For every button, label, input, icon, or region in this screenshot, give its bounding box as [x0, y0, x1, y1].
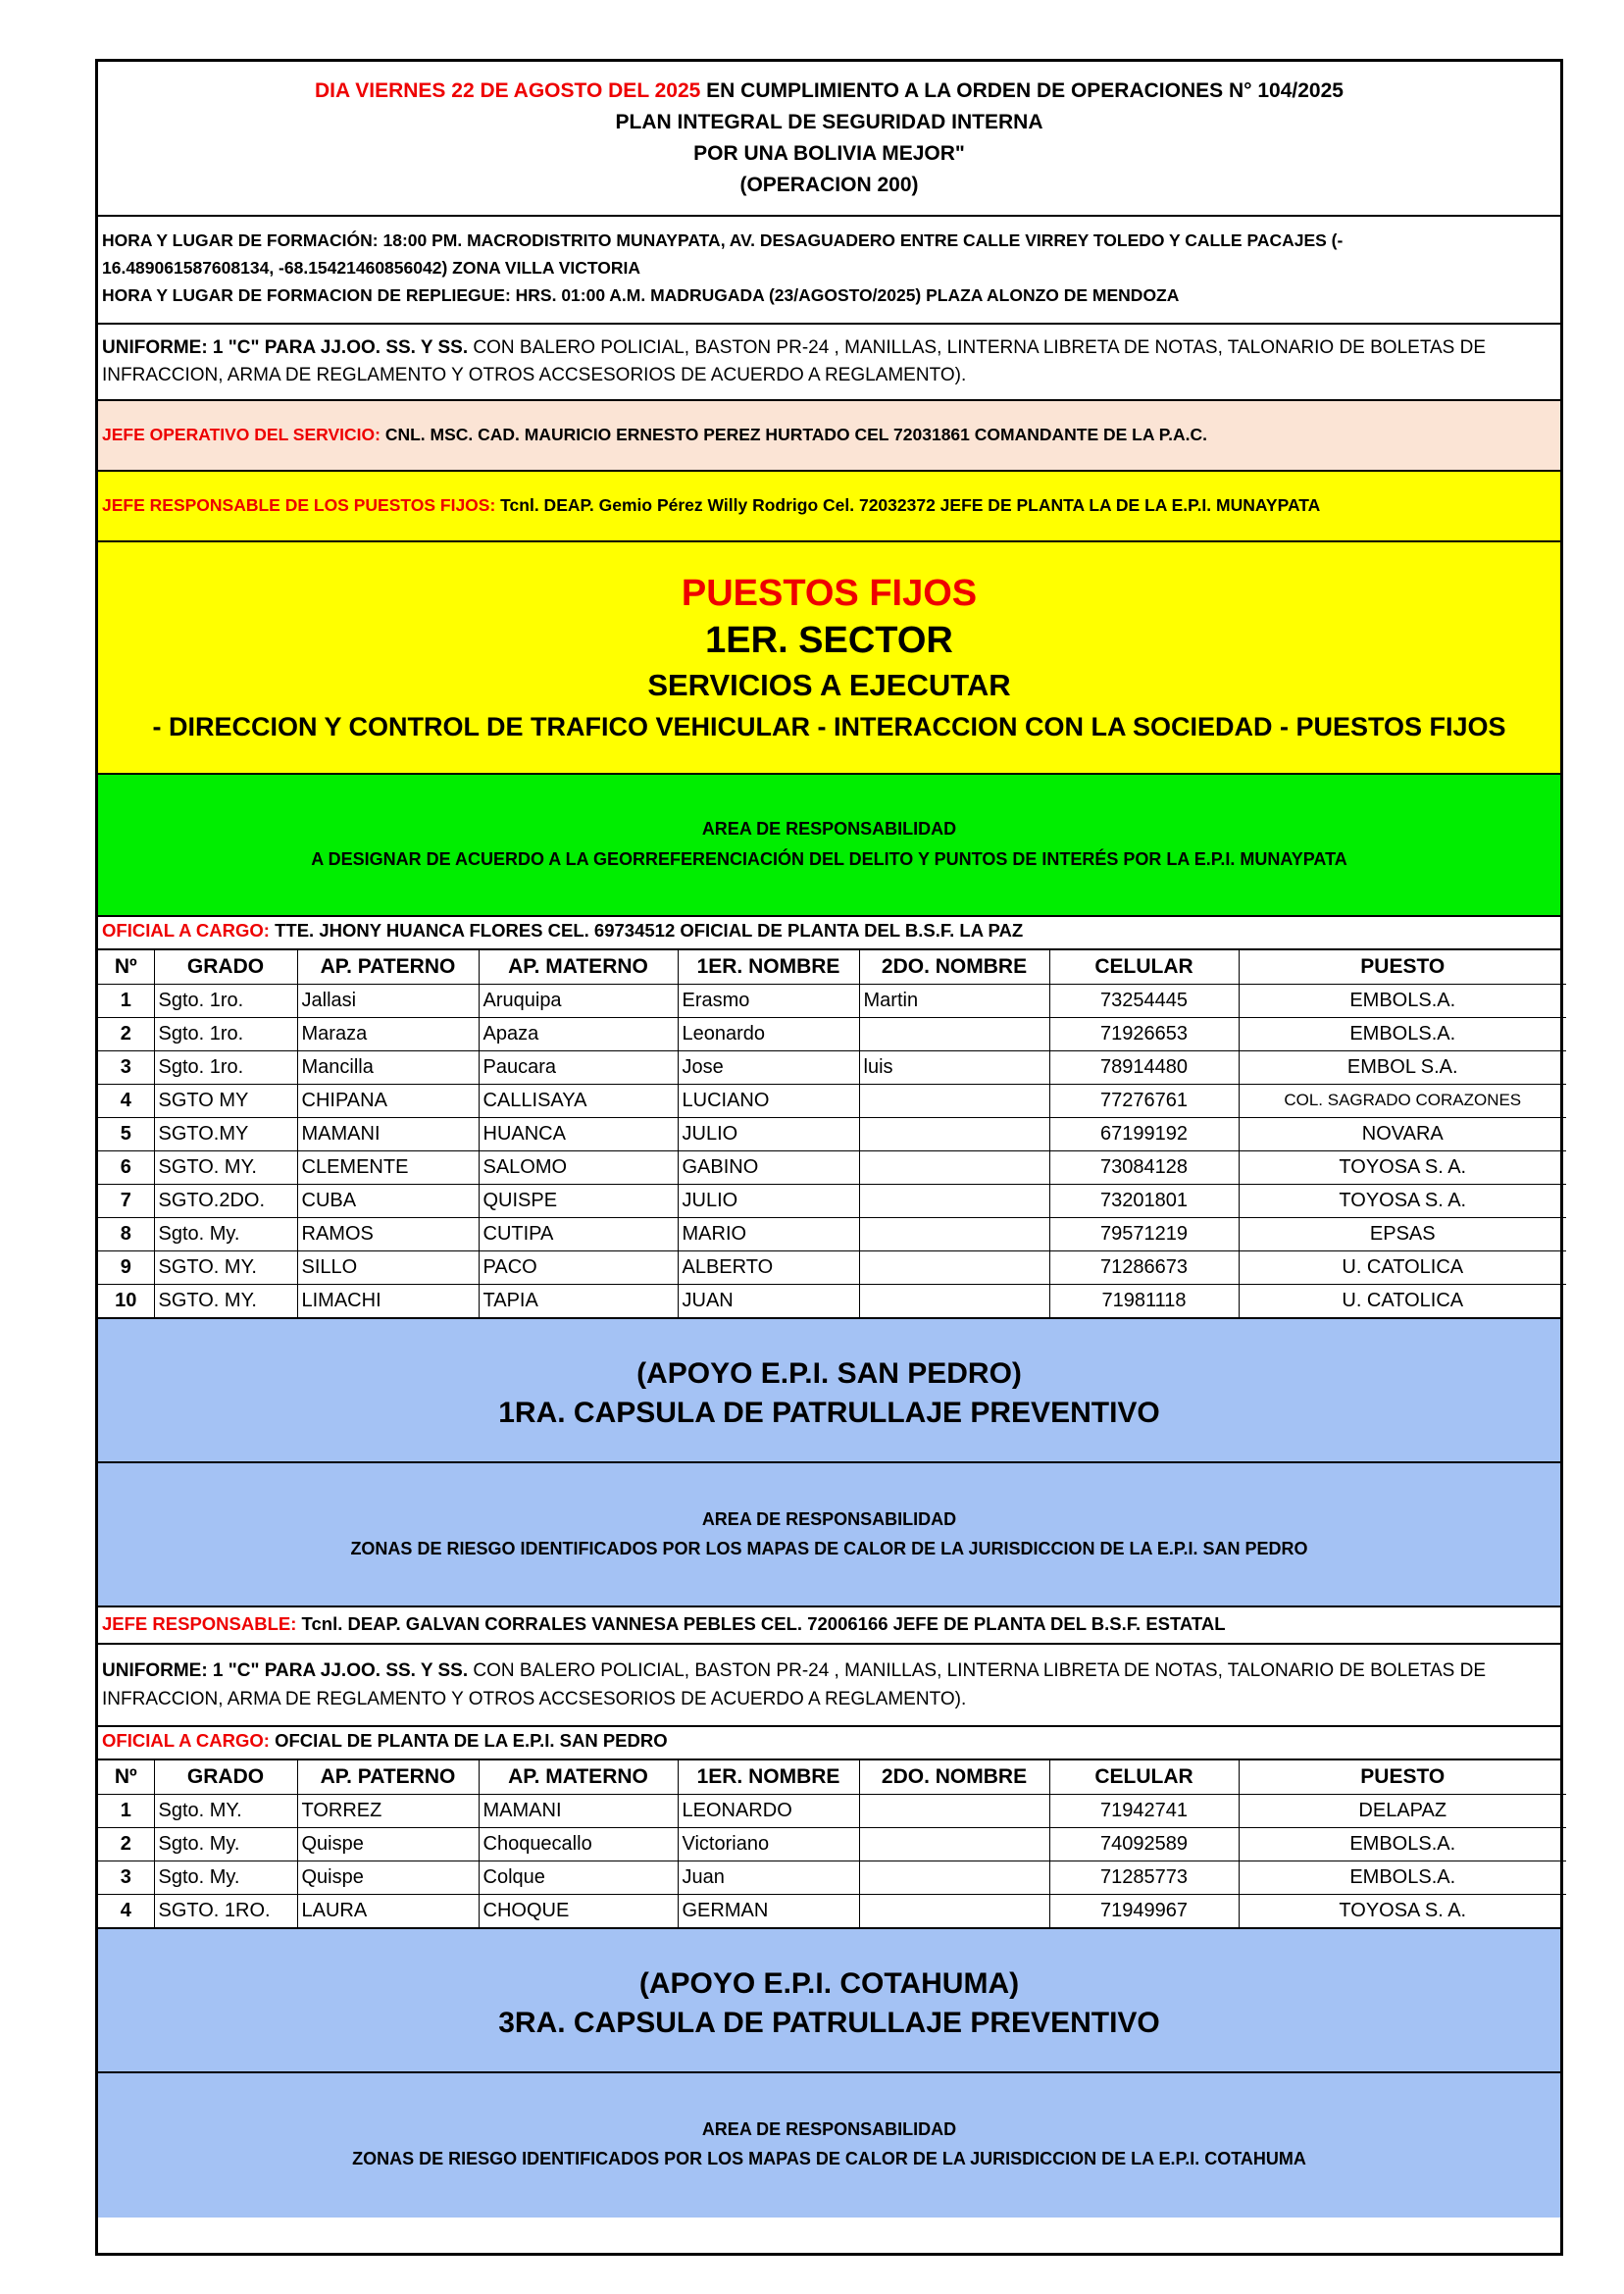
support-1-line-2: 1RA. CAPSULA DE PATRULLAJE PREVENTIVO	[498, 1397, 1160, 1429]
cell-row-number: 1	[98, 1794, 154, 1827]
cell-post: TOYOSA S. A.	[1239, 1150, 1566, 1184]
cell-row-number: 9	[98, 1250, 154, 1284]
cell-phone: 71949967	[1049, 1894, 1239, 1927]
cell-maternal-surname: CHOQUE	[479, 1894, 678, 1927]
header-phone: CELULAR	[1049, 950, 1239, 984]
cell-row-number: 4	[98, 1894, 154, 1927]
cell-second-name	[859, 1861, 1049, 1894]
cell-second-name	[859, 1284, 1049, 1317]
uniform-2-label: UNIFORME: 1 "C" PARA JJ.OO. SS. Y SS.	[102, 1660, 469, 1681]
cell-row-number: 1	[98, 984, 154, 1017]
officer-2-value: OFCIAL DE PLANTA DE LA E.P.I. SAN PEDRO	[269, 1730, 668, 1751]
responsibility-area-1	[98, 775, 1560, 917]
cell-row-number: 2	[98, 1017, 154, 1050]
cell-post: EPSAS	[1239, 1217, 1566, 1250]
cell-post: NOVARA	[1239, 1117, 1566, 1150]
cell-second-name	[859, 1250, 1049, 1284]
cell-paternal-surname: CUBA	[297, 1184, 479, 1217]
cell-grade: Sgto. 1ro.	[154, 1050, 297, 1084]
header-line-4: (OPERACION 200)	[739, 174, 919, 196]
table-row	[98, 1017, 1566, 1050]
header-first-name: 1ER. NOMBRE	[678, 950, 859, 984]
cell-maternal-surname: Paucara	[479, 1050, 678, 1084]
cell-first-name: Erasmo	[678, 984, 859, 1017]
table-row	[98, 1184, 1566, 1217]
cell-paternal-surname: Quispe	[297, 1861, 479, 1894]
cell-post: COL. SAGRADO CORAZONES	[1239, 1084, 1566, 1117]
cell-row-number: 7	[98, 1184, 154, 1217]
cell-post: TOYOSA S. A.	[1239, 1184, 1566, 1217]
cell-post: EMBOLS.A.	[1239, 984, 1566, 1017]
officer-1-label: OFICIAL A CARGO:	[102, 920, 270, 941]
cell-grade: Sgto. My.	[154, 1827, 297, 1861]
cell-row-number: 4	[98, 1084, 154, 1117]
cell-post: TOYOSA S. A.	[1239, 1894, 1566, 1927]
cell-grade: Sgto. My.	[154, 1217, 297, 1250]
cell-post: EMBOLS.A.	[1239, 1827, 1566, 1861]
cell-paternal-surname: LAURA	[297, 1894, 479, 1927]
fixed-posts-title: PUESTOS FIJOS	[681, 573, 978, 614]
cell-row-number: 3	[98, 1050, 154, 1084]
responsible-chief-label: JEFE RESPONSABLE:	[102, 1613, 297, 1634]
cell-grade: SGTO.MY	[154, 1117, 297, 1150]
cell-phone: 67199192	[1049, 1117, 1239, 1150]
table-row	[98, 1861, 1566, 1894]
cell-paternal-surname: TORREZ	[297, 1794, 479, 1827]
area-2-title: AREA DE RESPONSABILIDAD	[701, 1509, 957, 1529]
operations-chief	[98, 401, 1560, 472]
officer-1-value: TTE. JHONY HUANCA FLORES CEL. 69734512 OFICIAL DE PLANTA DEL B.S.F. LA PAZ	[269, 920, 1024, 941]
fixed-posts-chief-value: Tcnl. DEAP. Gemio Pérez Willy Rodrigo Cel. 72032372 JEFE DE PLANTA LA DE LA E.P.I. MUNAYPATA	[495, 495, 1321, 515]
header-phone: CELULAR	[1049, 1760, 1239, 1794]
cell-phone: 74092589	[1049, 1827, 1239, 1861]
header-post: PUESTO	[1239, 1760, 1566, 1794]
table-row	[98, 1894, 1566, 1927]
table-row	[98, 1284, 1566, 1317]
header-line-1	[98, 76, 1560, 107]
cell-first-name: JULIO	[678, 1117, 859, 1150]
uniform-text-2: INFRACCION, ARMA DE REGLAMENTO Y OTROS ACCSESORIOS DE ACUERDO A REGLAMENTO).	[102, 365, 967, 385]
roster-table-2	[98, 1760, 1566, 1927]
table-row	[98, 1084, 1566, 1117]
cell-grade: SGTO. 1RO.	[154, 1894, 297, 1927]
header-grade: GRADO	[154, 950, 297, 984]
cell-phone: 71285773	[1049, 1861, 1239, 1894]
cell-maternal-surname: MAMANI	[479, 1794, 678, 1827]
cell-first-name: GERMAN	[678, 1894, 859, 1927]
table-header-row	[98, 950, 1566, 984]
header-row-number: Nº	[98, 1760, 154, 1794]
header-grade: GRADO	[154, 1760, 297, 1794]
operations-chief-value: CNL. MSC. CAD. MAURICIO ERNESTO PEREZ HURTADO CEL 72031861 COMANDANTE DE LA P.A.C.	[380, 425, 1207, 444]
header-line-2: PLAN INTEGRAL DE SEGURIDAD INTERNA	[615, 111, 1043, 133]
cell-maternal-surname: CUTIPA	[479, 1217, 678, 1250]
responsible-chief	[98, 1607, 1560, 1645]
cell-paternal-surname: RAMOS	[297, 1217, 479, 1250]
cell-phone: 71981118	[1049, 1284, 1239, 1317]
operations-chief-label: JEFE OPERATIVO DEL SERVICIO:	[102, 425, 381, 444]
header-paternal-surname: AP. PATERNO	[297, 950, 479, 984]
fixed-posts-chief	[98, 472, 1560, 542]
uniform-info-2	[98, 1645, 1560, 1727]
cell-maternal-surname: Choquecallo	[479, 1827, 678, 1861]
cell-maternal-surname: HUANCA	[479, 1117, 678, 1150]
cell-maternal-surname: Colque	[479, 1861, 678, 1894]
cell-first-name: ALBERTO	[678, 1250, 859, 1284]
cell-maternal-surname: CALLISAYA	[479, 1084, 678, 1117]
header-order: EN CUMPLIMIENTO A LA ORDEN DE OPERACIONES N° 104/2025	[700, 79, 1344, 102]
cell-maternal-surname: TAPIA	[479, 1284, 678, 1317]
services-detail: - DIRECCION Y CONTROL DE TRAFICO VEHICULAR - INTERACCION CON LA SOCIEDAD - PUESTOS FIJOS	[152, 712, 1506, 741]
fixed-posts-banner	[98, 542, 1560, 775]
cell-first-name: LUCIANO	[678, 1084, 859, 1117]
header-row-number: Nº	[98, 950, 154, 984]
document-header	[98, 62, 1560, 217]
cell-grade: Sgto. 1ro.	[154, 984, 297, 1017]
cell-first-name: Victoriano	[678, 1827, 859, 1861]
header-post: PUESTO	[1239, 950, 1566, 984]
cell-second-name	[859, 1184, 1049, 1217]
cell-grade: SGTO MY	[154, 1084, 297, 1117]
cell-second-name	[859, 1150, 1049, 1184]
cell-second-name: luis	[859, 1050, 1049, 1084]
support-banner-2	[98, 1929, 1560, 2073]
support-banner-1	[98, 1319, 1560, 1463]
cell-grade: SGTO. MY.	[154, 1284, 297, 1317]
formation-line-2: 16.489061587608134, -68.15421460856042) ZONA VILLA VICTORIA	[102, 258, 640, 278]
cell-phone: 73084128	[1049, 1150, 1239, 1184]
table-header-row	[98, 1760, 1566, 1794]
support-2-line-1: (APOYO E.P.I. COTAHUMA)	[638, 1967, 1020, 2000]
cell-paternal-surname: CLEMENTE	[297, 1150, 479, 1184]
cell-paternal-surname: LIMACHI	[297, 1284, 479, 1317]
formation-line-3: HORA Y LUGAR DE FORMACION DE REPLIEGUE: HRS. 01:00 A.M. MADRUGADA (23/AGOSTO/2025) PLAZA ALONZO DE MENDOZA	[102, 285, 1180, 305]
cell-paternal-surname: MAMANI	[297, 1117, 479, 1150]
cell-first-name: JUAN	[678, 1284, 859, 1317]
cell-second-name	[859, 1894, 1049, 1927]
header-paternal-surname: AP. PATERNO	[297, 1760, 479, 1794]
table-row	[98, 1117, 1566, 1150]
cell-phone: 79571219	[1049, 1217, 1239, 1250]
cell-paternal-surname: CHIPANA	[297, 1084, 479, 1117]
header-second-name: 2DO. NOMBRE	[859, 1760, 1049, 1794]
header-maternal-surname: AP. MATERNO	[479, 950, 678, 984]
officer-2-label: OFICIAL A CARGO:	[102, 1730, 270, 1751]
formation-line-1: HORA Y LUGAR DE FORMACIÓN: 18:00 PM. MACRODISTRITO MUNAYPATA, AV. DESAGUADERO ENTRE CALLE VIRREY TOLEDO Y CALLE PACAJES (-	[102, 230, 1344, 250]
table-row	[98, 1050, 1566, 1084]
cell-grade: SGTO. MY.	[154, 1250, 297, 1284]
cell-grade: SGTO.2DO.	[154, 1184, 297, 1217]
cell-phone: 73254445	[1049, 984, 1239, 1017]
cell-maternal-surname: SALOMO	[479, 1150, 678, 1184]
cell-grade: Sgto. My.	[154, 1861, 297, 1894]
header-line-3: POR UNA BOLIVIA MEJOR"	[693, 142, 965, 165]
cell-second-name	[859, 1017, 1049, 1050]
cell-phone: 77276761	[1049, 1084, 1239, 1117]
cell-phone: 71942741	[1049, 1794, 1239, 1827]
cell-phone: 71926653	[1049, 1017, 1239, 1050]
services-title: SERVICIOS A EJECUTAR	[647, 668, 1011, 702]
support-2-line-2: 3RA. CAPSULA DE PATRULLAJE PREVENTIVO	[498, 2007, 1160, 2039]
fixed-posts-chief-label: JEFE RESPONSABLE DE LOS PUESTOS FIJOS:	[102, 495, 496, 515]
cell-row-number: 6	[98, 1150, 154, 1184]
cell-maternal-surname: QUISPE	[479, 1184, 678, 1217]
operations-document	[95, 59, 1563, 2256]
officer-in-charge-2	[98, 1727, 1560, 1760]
cell-post: EMBOLS.A.	[1239, 1017, 1566, 1050]
table-row	[98, 1250, 1566, 1284]
cell-first-name: LEONARDO	[678, 1794, 859, 1827]
cell-phone: 71286673	[1049, 1250, 1239, 1284]
cell-maternal-surname: Aruquipa	[479, 984, 678, 1017]
officer-in-charge-1	[98, 917, 1560, 950]
cell-paternal-surname: SILLO	[297, 1250, 479, 1284]
table-row	[98, 1217, 1566, 1250]
cell-row-number: 3	[98, 1861, 154, 1894]
uniform-label: UNIFORME: 1 "C" PARA JJ.OO. SS. Y SS.	[102, 337, 469, 358]
cell-paternal-surname: Jallasi	[297, 984, 479, 1017]
cell-first-name: MARIO	[678, 1217, 859, 1250]
cell-post: DELAPAZ	[1239, 1794, 1566, 1827]
table-row	[98, 1827, 1566, 1861]
uniform-text-1: CON BALERO POLICIAL, BASTON PR-24 , MANILLAS, LINTERNA LIBRETA DE NOTAS, TALONARIO DE BOLETAS DE	[468, 337, 1487, 358]
uniform-2-text-1: CON BALERO POLICIAL, BASTON PR-24 , MANILLAS, LINTERNA LIBRETA DE NOTAS, TALONARIO DE BOLETAS DE	[468, 1660, 1487, 1681]
cell-row-number: 10	[98, 1284, 154, 1317]
responsibility-area-2	[98, 1463, 1560, 1607]
cell-first-name: JULIO	[678, 1184, 859, 1217]
uniform-2-text-2: INFRACCION, ARMA DE REGLAMENTO Y OTROS ACCSESORIOS DE ACUERDO A REGLAMENTO).	[102, 1689, 967, 1709]
uniform-info	[98, 325, 1560, 401]
cell-post: EMBOL S.A.	[1239, 1050, 1566, 1084]
responsible-chief-value: Tcnl. DEAP. GALVAN CORRALES VANNESA PEBLES CEL. 72006166 JEFE DE PLANTA DEL B.S.F. ESTATAL	[296, 1613, 1226, 1634]
cell-second-name: Martin	[859, 984, 1049, 1017]
cell-post: U. CATOLICA	[1239, 1284, 1566, 1317]
cell-second-name	[859, 1084, 1049, 1117]
cell-maternal-surname: Apaza	[479, 1017, 678, 1050]
cell-paternal-surname: Mancilla	[297, 1050, 479, 1084]
cell-grade: Sgto. 1ro.	[154, 1017, 297, 1050]
roster-table-1	[98, 950, 1566, 1317]
area-3-text: ZONAS DE RIESGO IDENTIFICADOS POR LOS MAPAS DE CALOR DE LA JURISDICCION DE LA E.P.I. COTAHUMA	[352, 2149, 1306, 2168]
area-2-text: ZONAS DE RIESGO IDENTIFICADOS POR LOS MAPAS DE CALOR DE LA JURISDICCION DE LA E.P.I. SAN PEDRO	[350, 1539, 1308, 1558]
area-1-text: A DESIGNAR DE ACUERDO A LA GEORREFERENCIACIÓN DEL DELITO Y PUNTOS DE INTERÉS POR LA E.P.I. MUNAYPATA	[311, 849, 1347, 869]
cell-first-name: Leonardo	[678, 1017, 859, 1050]
header-maternal-surname: AP. MATERNO	[479, 1760, 678, 1794]
area-3-title: AREA DE RESPONSABILIDAD	[701, 2119, 957, 2139]
cell-row-number: 2	[98, 1827, 154, 1861]
responsibility-area-3	[98, 2073, 1560, 2218]
cell-phone: 73201801	[1049, 1184, 1239, 1217]
cell-maternal-surname: PACO	[479, 1250, 678, 1284]
cell-phone: 78914480	[1049, 1050, 1239, 1084]
cell-paternal-surname: Maraza	[297, 1017, 479, 1050]
cell-row-number: 5	[98, 1117, 154, 1150]
roster-table-2-wrapper	[98, 1760, 1560, 1929]
area-1-title: AREA DE RESPONSABILIDAD	[701, 819, 957, 839]
cell-second-name	[859, 1217, 1049, 1250]
cell-paternal-surname: Quispe	[297, 1827, 479, 1861]
cell-post: EMBOLS.A.	[1239, 1861, 1566, 1894]
header-first-name: 1ER. NOMBRE	[678, 1760, 859, 1794]
sector-title: 1ER. SECTOR	[705, 620, 953, 661]
cell-second-name	[859, 1117, 1049, 1150]
table-row	[98, 1794, 1566, 1827]
roster-table-1-wrapper	[98, 950, 1560, 1319]
table-row	[98, 984, 1566, 1017]
cell-first-name: Jose	[678, 1050, 859, 1084]
cell-post: U. CATOLICA	[1239, 1250, 1566, 1284]
cell-second-name	[859, 1794, 1049, 1827]
cell-row-number: 8	[98, 1217, 154, 1250]
header-second-name: 2DO. NOMBRE	[859, 950, 1049, 984]
cell-grade: SGTO. MY.	[154, 1150, 297, 1184]
table-row	[98, 1150, 1566, 1184]
cell-grade: Sgto. MY.	[154, 1794, 297, 1827]
cell-first-name: GABINO	[678, 1150, 859, 1184]
cell-second-name	[859, 1827, 1049, 1861]
cell-first-name: Juan	[678, 1861, 859, 1894]
formation-info	[98, 217, 1560, 325]
header-date: DIA VIERNES 22 DE AGOSTO DEL 2025	[315, 79, 701, 102]
support-1-line-1: (APOYO E.P.I. SAN PEDRO)	[636, 1357, 1022, 1390]
